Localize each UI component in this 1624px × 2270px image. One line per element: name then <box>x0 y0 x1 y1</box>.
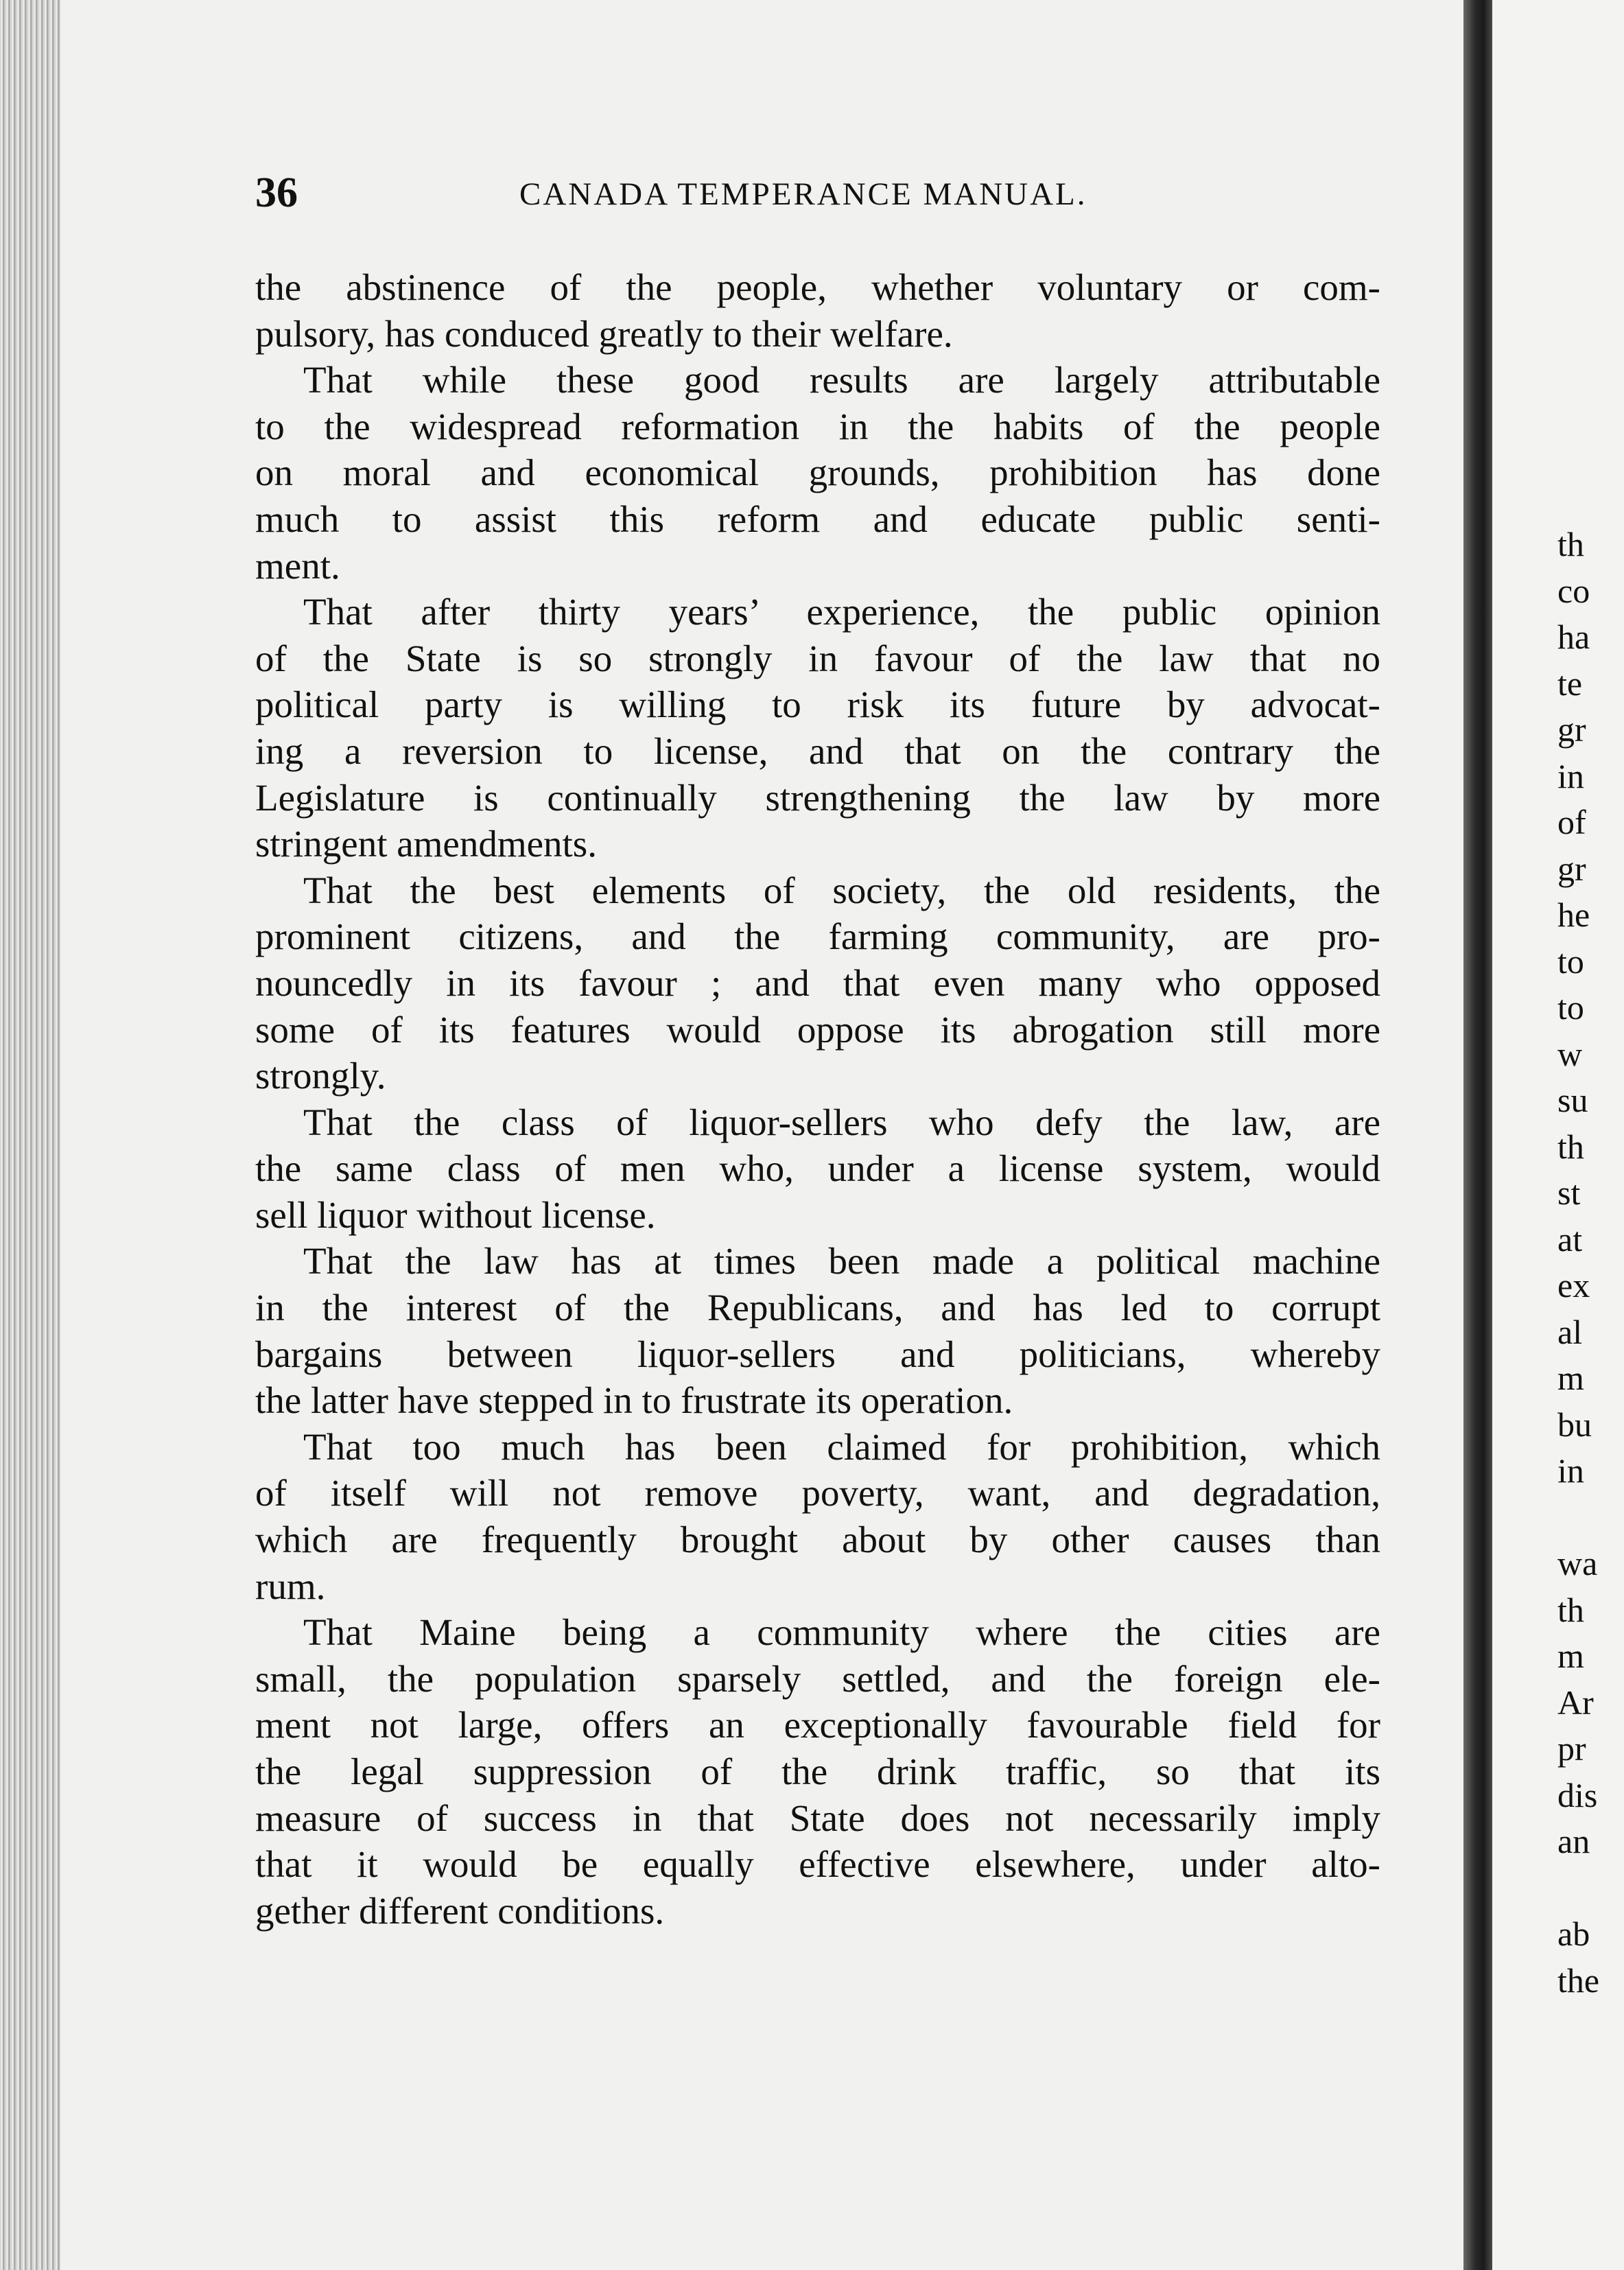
facing-page-fragment: st <box>1557 1173 1581 1212</box>
text-line: That the class of liquor-sellers who defy the law, are <box>303 1101 1380 1143</box>
text-line: political party is willing to risk its future by advocat- <box>255 683 1380 726</box>
paragraph <box>255 589 1380 867</box>
facing-page-fragment: in <box>1557 756 1584 795</box>
facing-page-fragment <box>1557 1495 1624 1541</box>
text-line: nouncedly in its favour ; and that even many who opposed <box>255 961 1380 1004</box>
facing-page-fragment: co <box>1557 571 1590 610</box>
facing-page-fragment: wa <box>1557 1544 1598 1582</box>
facing-page-fragment: ha <box>1557 618 1590 656</box>
text-line: the legal suppression of the drink traffic, so that its <box>255 1751 1380 1792</box>
paragraph <box>255 1099 1380 1239</box>
running-title: CANADA TEMPERANCE MANUAL. <box>519 176 1087 212</box>
facing-page-fragment: pr <box>1557 1729 1586 1768</box>
page-edges <box>0 0 60 2270</box>
text-line: rum. <box>255 1565 326 1607</box>
facing-page-text-fragments <box>1557 522 1624 2004</box>
text-line: stringent amendments. <box>255 823 597 865</box>
facing-page-fragment: an <box>1557 1822 1590 1860</box>
facing-page-fragment: al <box>1557 1312 1583 1351</box>
text-line: That while these good results are largely attributable <box>303 359 1380 401</box>
facing-page-fragment: dis <box>1557 1775 1598 1814</box>
facing-page-fragment: to <box>1557 988 1584 1027</box>
paragraph <box>255 1424 1380 1609</box>
facing-page-fragment: su <box>1557 1081 1588 1119</box>
text-line: the same class of men who, under a license system, would <box>255 1147 1380 1190</box>
text-line: to the widespread reformation in the habits of the people <box>255 405 1380 447</box>
facing-page-fragment: of <box>1557 803 1586 841</box>
paragraph <box>255 357 1380 589</box>
facing-page-fragment: ab <box>1557 1915 1590 1953</box>
paragraph <box>255 867 1380 1099</box>
text-line: some of its features would oppose its abrogation still more <box>255 1008 1380 1051</box>
text-line: That the best elements of society, the old residents, the <box>303 869 1380 911</box>
body-text <box>255 264 1380 1934</box>
facing-page-fragment: to <box>1557 941 1584 981</box>
facing-page-fragment: gr <box>1557 849 1586 888</box>
paragraph <box>255 1609 1380 1934</box>
text-line: much to assist this reform and educate public senti- <box>255 498 1380 540</box>
text-line: the latter have stepped in to frustrate its operation. <box>255 1379 1013 1422</box>
facing-page-fragment: gr <box>1557 710 1586 749</box>
facing-page-fragment: bu <box>1557 1405 1592 1444</box>
text-line: ment. <box>255 544 340 587</box>
text-line: sell liquor without license. <box>255 1193 656 1236</box>
facing-page-fragment: the <box>1557 1961 1600 2000</box>
facing-page-fragment: th <box>1557 1590 1584 1629</box>
facing-page-fragment: at <box>1557 1219 1583 1259</box>
text-line: on moral and economical grounds, prohibition has done <box>255 452 1380 494</box>
facing-page-fragment: te <box>1557 664 1583 703</box>
facing-page-fragment: th <box>1557 525 1584 563</box>
text-line: That after thirty years’ experience, the public opinion <box>303 591 1380 633</box>
text-line: That the law has at times been made a political machine <box>303 1240 1380 1283</box>
text-line: That too much has been claimed for prohibition, which <box>303 1425 1380 1468</box>
text-line: in the interest of the Republicans, and has led to corrupt <box>255 1287 1380 1329</box>
paragraph <box>255 264 1380 357</box>
text-line: measure of success in that State does not necessarily imply <box>255 1797 1380 1839</box>
facing-page-fragment: w <box>1557 1034 1583 1073</box>
text-line: of itself will not remove poverty, want, and degradation, <box>255 1472 1380 1514</box>
text-line: ment not large, offers an exceptionally favourable field for <box>255 1704 1380 1746</box>
text-line: bargains between liquor-sellers and politicians, whereby <box>255 1333 1380 1375</box>
text-line: That Maine being a community where the cities are <box>303 1611 1380 1654</box>
text-line: pulsory, has conduced greatly to their welfare. <box>255 312 953 355</box>
page-number: 36 <box>255 169 298 216</box>
text-line: ing a reversion to license, and that on the contrary the <box>255 729 1380 772</box>
book-gutter <box>1463 0 1492 2270</box>
facing-page-fragment: m <box>1557 1637 1584 1675</box>
facing-page-fragment: he <box>1557 896 1590 934</box>
facing-page-fragment <box>1557 1865 1624 1912</box>
facing-page-fragment: Ar <box>1557 1683 1594 1722</box>
text-line: which are frequently brought about by other causes than <box>255 1519 1380 1561</box>
facing-page-fragment: ex <box>1557 1266 1590 1304</box>
text-line: of the State is so strongly in favour of the law that no <box>255 637 1380 679</box>
text-line: strongly. <box>255 1055 386 1097</box>
text-line: Legislature is continually strengthening the law by more <box>255 776 1380 819</box>
text-line: the abstinence of the people, whether voluntary or com- <box>255 266 1380 308</box>
text-line: gether different conditions. <box>255 1889 665 1932</box>
paragraph <box>255 1238 1380 1423</box>
facing-page-fragment: m <box>1557 1359 1584 1397</box>
page-header <box>255 169 1422 224</box>
text-line: that it would be equally effective elsewhere, under alto- <box>255 1843 1380 1886</box>
facing-page-fragment: th <box>1557 1127 1584 1166</box>
text-line: small, the population sparsely settled, and the foreign ele- <box>255 1657 1380 1700</box>
facing-page-fragment: in <box>1557 1451 1584 1490</box>
text-line: prominent citizens, and the farming community, are pro- <box>255 915 1380 958</box>
